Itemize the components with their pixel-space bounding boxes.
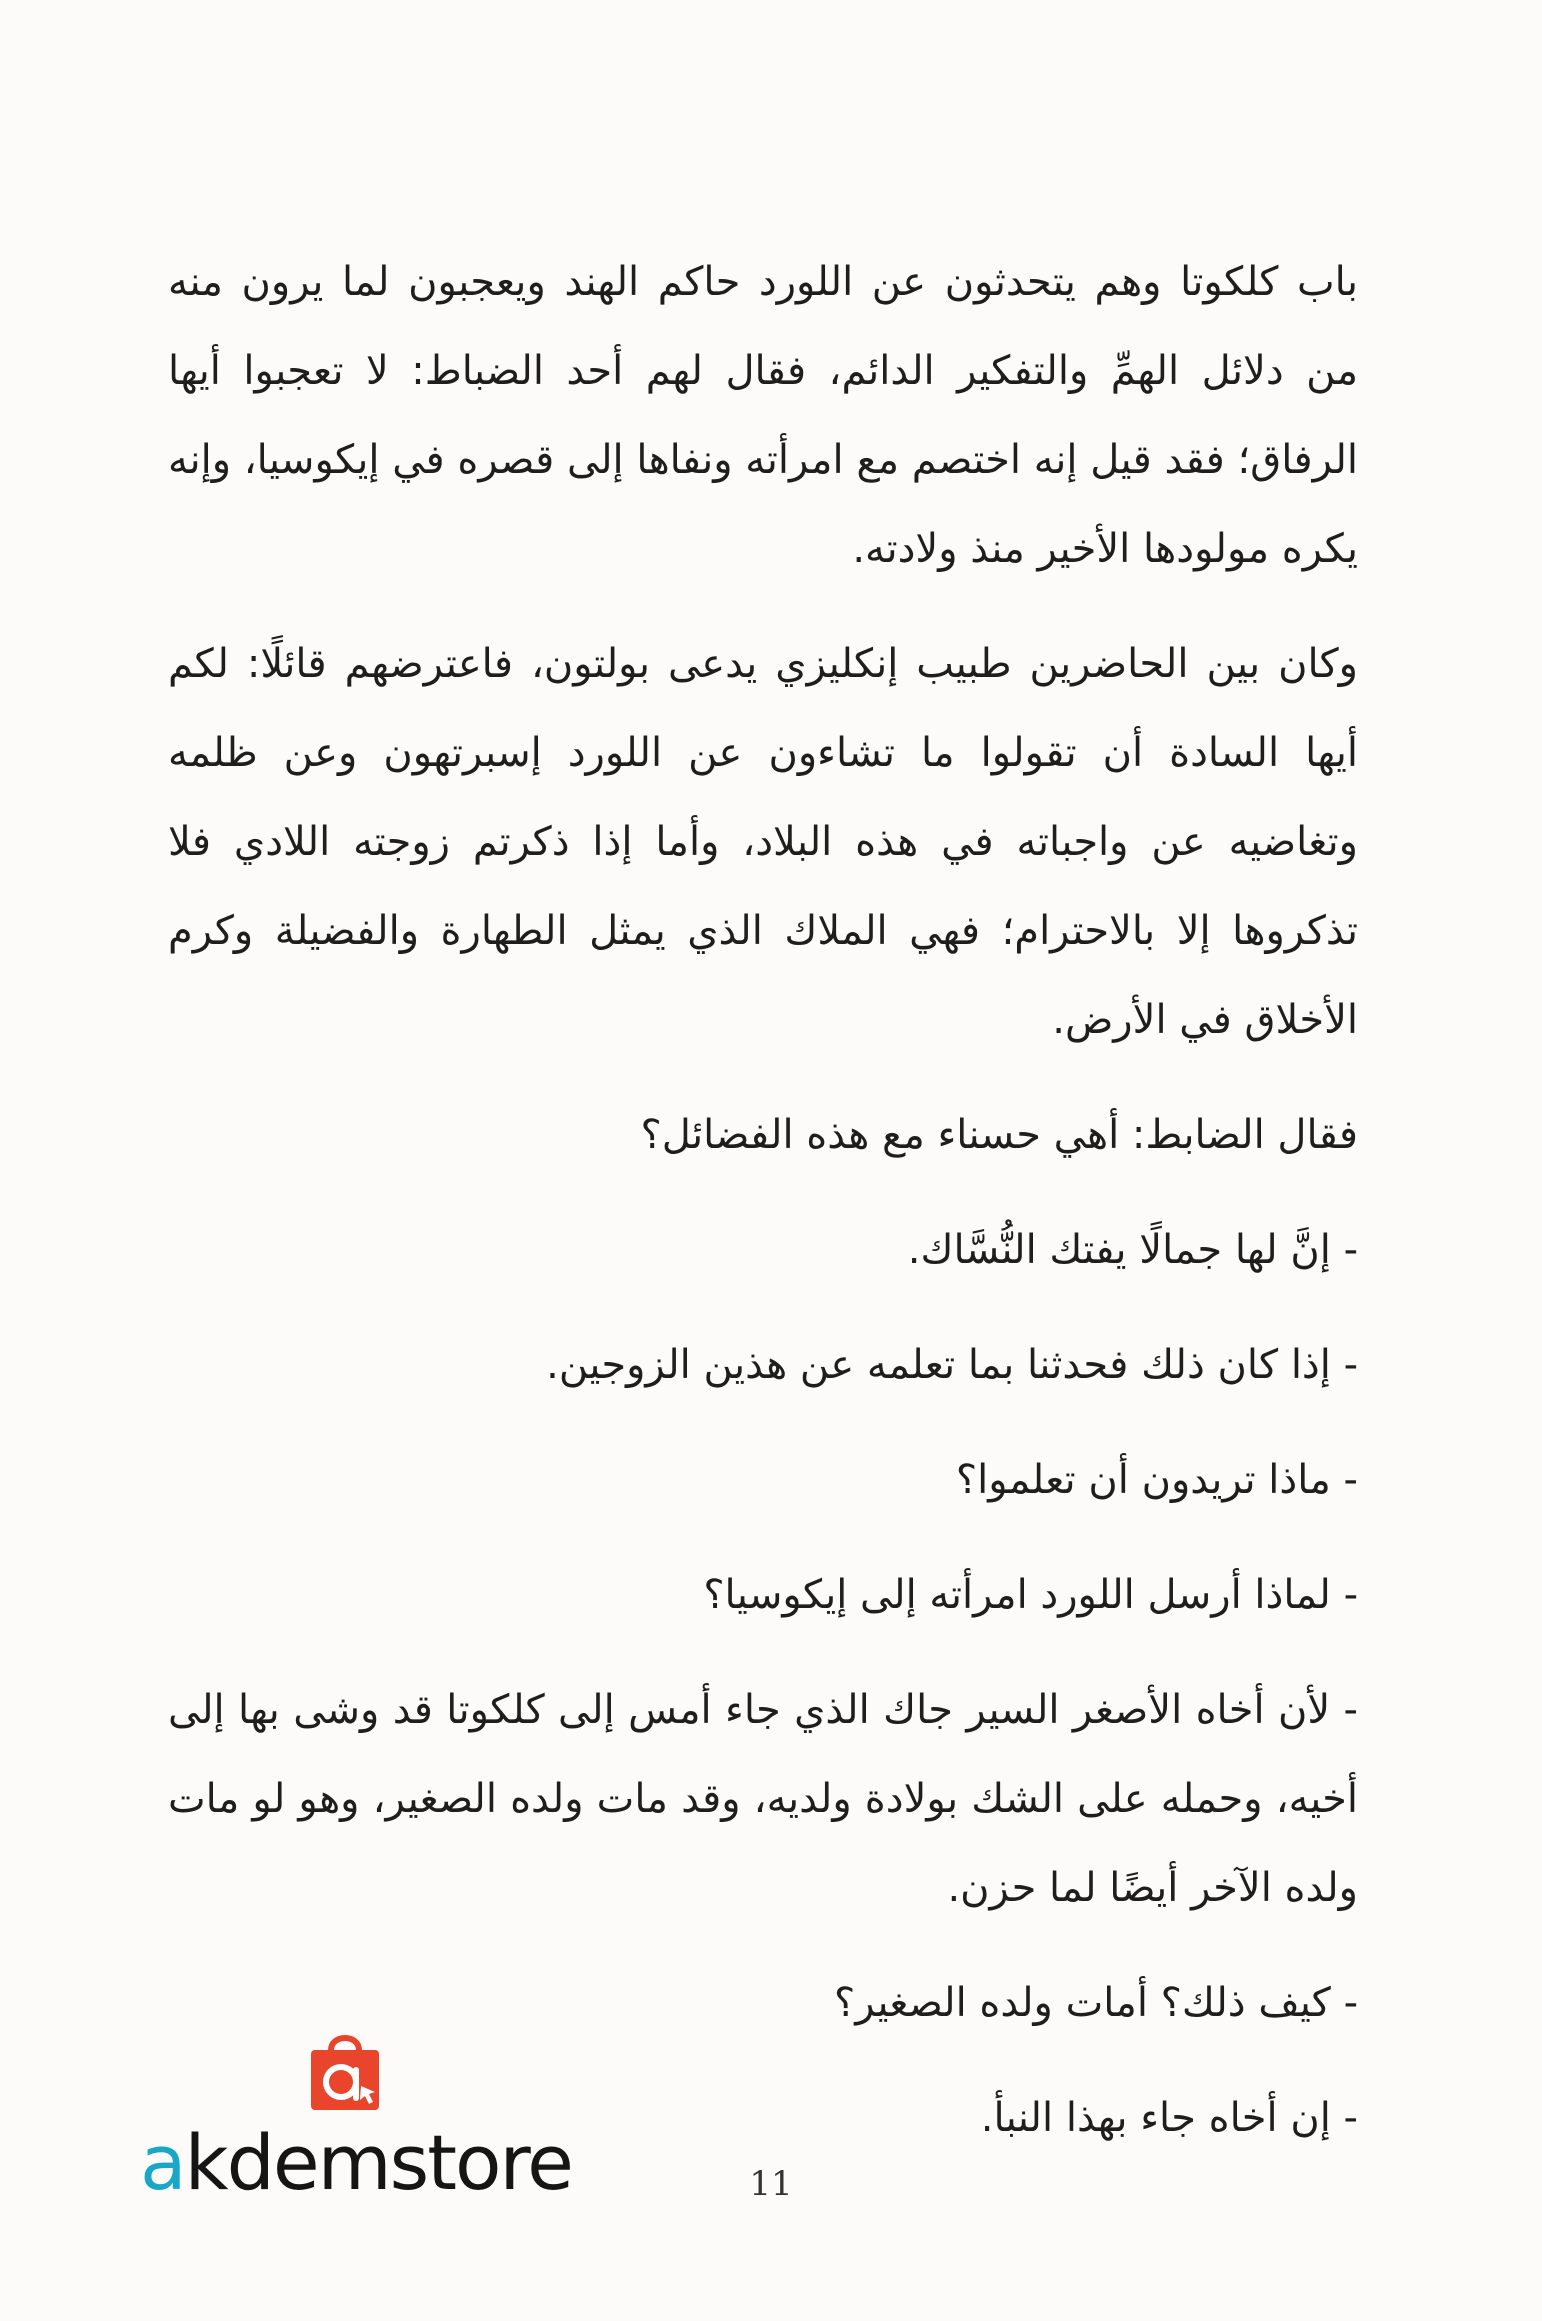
paragraph: باب كلكوتا وهم يتحدثون عن اللورد حاكم الهند ويعجبون لما يرون منه من دلائل الهمِّ والتفكير الدائم، فقال لهم أحد الضباط: لا تعجبوا أيها الرفاق؛ فقد قيل إنه اختصم مع امرأته ونفاها إلى قصره في إيكوسيا، وإنه يكره مولودها الأخير منذ ولادته. bbox=[168, 259, 1358, 572]
dialogue-line: - كيف ذلك؟ أمات ولده الصغير؟ bbox=[834, 1980, 1358, 2026]
dialogue-line: - إنَّ لها جمالًا يفتك النُّسَّاك. bbox=[907, 1227, 1358, 1273]
store-logo-text: akdemstore bbox=[140, 2118, 572, 2207]
gift-bag-a-icon bbox=[305, 2030, 385, 2112]
dialogue-line: - لأن أخاه الأصغر السير جاك الذي جاء أمس إلى كلكوتا قد وشى بها إلى أخيه، وحمله على الشك بولادة ولديه، وقد مات ولده الصغير، وهو لو مات ولده الآخر أيضًا لما حزن. bbox=[168, 1687, 1358, 1911]
dialogue-line: - لماذا أرسل اللورد امرأته إلى إيكوسيا؟ bbox=[703, 1572, 1358, 1618]
paragraph: فقال الضابط: أهي حسناء مع هذه الفضائل؟ bbox=[640, 1112, 1358, 1158]
paragraph: وكان بين الحاضرين طبيب إنكليزي يدعى بولتون، فاعترضهم قائلًا: لكم أيها السادة أن تقولوا ما تشاءون عن اللورد إسبرتهون وعن ظلمه وتغاضيه عن واجباته في هذه البلاد، وأما إذا ذكرتم زوجته اللادي فلا تذكروها إلا بالاحترام؛ فهي الملاك الذي يمثل الطهارة والفضيلة وكرم الأخلاق في الأرض. bbox=[168, 641, 1358, 1043]
page-number: 11 bbox=[749, 2164, 793, 2204]
dialogue-line: - إن أخاه جاء بهذا النبأ. bbox=[980, 2095, 1358, 2141]
dialogue-line: - إذا كان ذلك فحدثنا بما تعلمه عن هذين الزوجين. bbox=[546, 1342, 1358, 1388]
dialogue-line: - ماذا تريدون أن تعلموا؟ bbox=[955, 1457, 1358, 1503]
page-body-text bbox=[168, 238, 1358, 2163]
